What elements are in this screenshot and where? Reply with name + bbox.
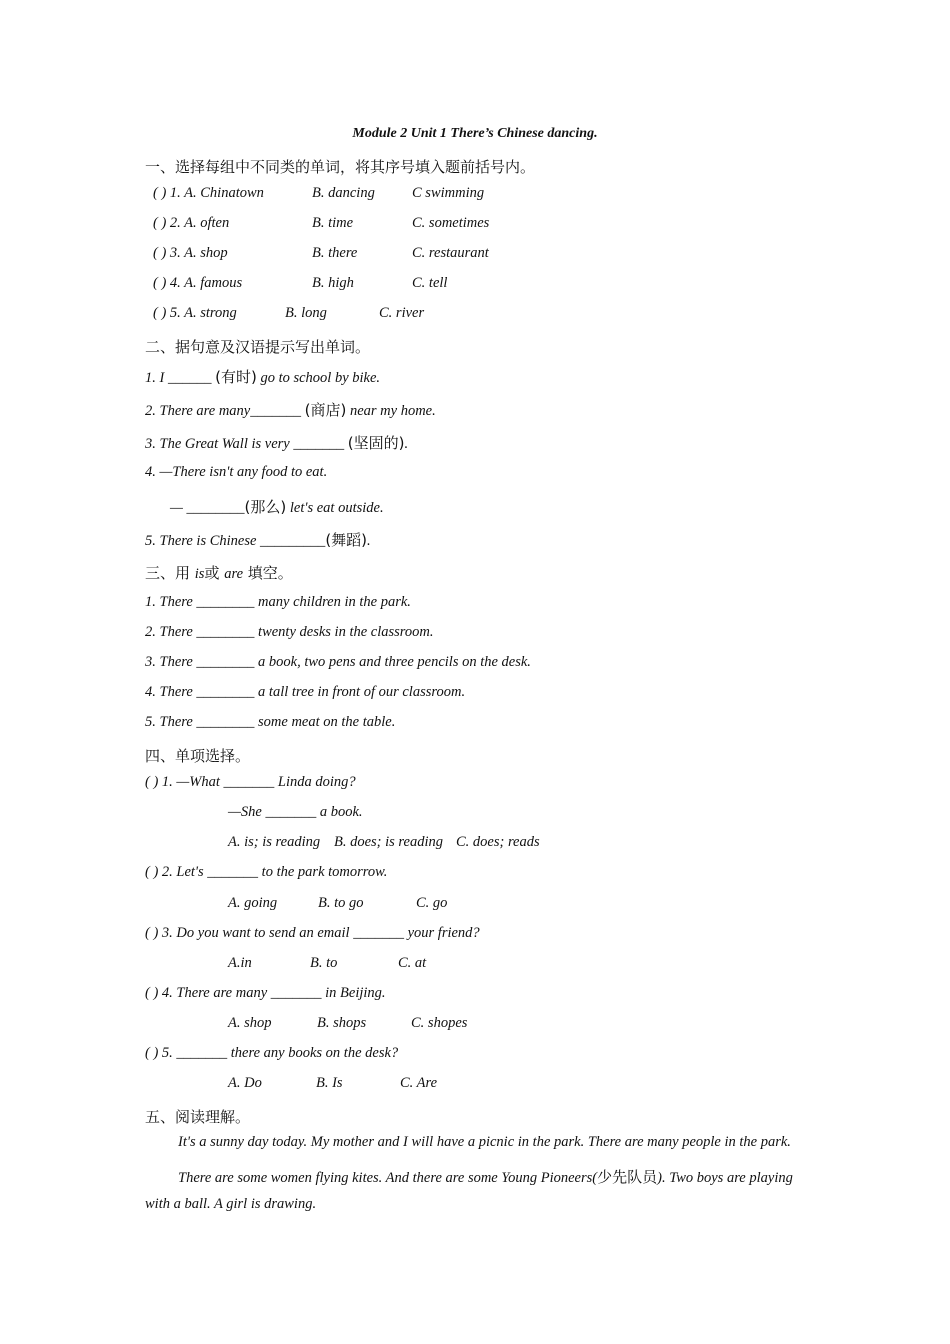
- reading-passage-line-3: with a ball. A girl is drawing.: [145, 1196, 317, 1212]
- section1-item-1-b: B. dancing: [312, 185, 375, 201]
- section4-q3-option-b: B. to: [310, 955, 338, 971]
- section2-item-4-answer: — ________(那么) let's eat outside.: [170, 498, 384, 516]
- section3-item-3: 3. There ________ a book, two pens and three pencils on the desk.: [145, 654, 531, 670]
- section3-item-4: 4. There ________ a tall tree in front of our classroom.: [145, 684, 466, 700]
- section4-question-4: ( ) 4. There are many _______ in Beijing.: [145, 985, 386, 1001]
- section1-heading: 一、选择每组中不同类的单词，将其序号填入题前括号内。: [145, 158, 536, 176]
- section4-q5-option-c: C. Are: [400, 1075, 438, 1091]
- section1-item-1-c: C swimming: [412, 185, 485, 201]
- section4-q1-option-b: B. does; is reading: [334, 834, 444, 850]
- reading-passage-line-1: It's a sunny day today. My mother and I will have a picnic in the park. There are many people in the park.: [178, 1134, 791, 1150]
- section4-q4-option-b: B. shops: [317, 1015, 367, 1031]
- section5-heading: 五、阅读理解。: [145, 1108, 251, 1126]
- section2-item-1: 1. I ______ (有时) go to school by bike.: [145, 368, 381, 386]
- section1-item-3-b: B. there: [312, 245, 358, 261]
- section4-question-1: ( ) 1. —What _______ Linda doing?: [145, 774, 356, 790]
- section1-item-4-c: C. tell: [412, 275, 448, 291]
- section3-item-1: 1. There ________ many children in the park.: [145, 594, 411, 610]
- section4-q4-option-c: C. shopes: [411, 1015, 468, 1031]
- section1-item-2-b: B. time: [312, 215, 354, 231]
- section1-item-2-a: ( ) 2. A. often: [153, 215, 230, 231]
- section1-item-3-c: C. restaurant: [412, 245, 489, 261]
- reading-passage-line-2: There are some women flying kites. And there are some Young Pioneers(少先队员). Two boys are playing: [178, 1168, 793, 1186]
- section3-item-5: 5. There ________ some meat on the table.: [145, 714, 396, 730]
- section1-item-4-b: B. high: [312, 275, 354, 291]
- section1-item-3-a: ( ) 3. A. shop: [153, 245, 228, 261]
- section4-q1-option-c: C. does; reads: [456, 834, 540, 850]
- section2-item-2: 2. There are many_______ (商店) near my home.: [145, 401, 436, 419]
- section1-item-5-c: C. river: [379, 305, 425, 321]
- section1-item-5-a: ( ) 5. A. strong: [153, 305, 237, 321]
- section4-q2-option-a: A. going: [228, 895, 278, 911]
- section4-question-5: ( ) 5. _______ there any books on the desk?: [145, 1045, 399, 1061]
- section4-q5-option-b: B. Is: [316, 1075, 343, 1091]
- section4-q4-option-a: A. shop: [228, 1015, 272, 1031]
- section2-item-4: 4. —There isn't any food to eat.: [145, 464, 328, 480]
- section1-item-2-c: C. sometimes: [412, 215, 490, 231]
- section4-q5-option-a: A. Do: [228, 1075, 262, 1091]
- section4-q1-option-a: A. is; is reading: [228, 834, 321, 850]
- section4-q3-option-a: A.in: [228, 955, 252, 971]
- section4-question-1-response: —She _______ a book.: [228, 804, 363, 820]
- section2-item-5: 5. There is Chinese _________(舞蹈).: [145, 531, 371, 549]
- section3-item-2: 2. There ________ twenty desks in the classroom.: [145, 624, 434, 640]
- page-title: Module 2 Unit 1 There’s Chinese dancing.: [352, 126, 598, 141]
- section1-item-1-a: ( ) 1. A. Chinatown: [153, 185, 264, 201]
- section4-q3-option-c: C. at: [398, 955, 427, 971]
- section4-q2-option-b: B. to go: [318, 895, 364, 911]
- section4-q2-option-c: C. go: [416, 895, 448, 911]
- section4-question-2: ( ) 2. Let's _______ to the park tomorrow.: [145, 864, 388, 880]
- section4-heading: 四、单项选择。: [145, 747, 251, 765]
- section3-heading: 三、用 is或 are 填空。: [145, 564, 293, 582]
- section4-question-3: ( ) 3. Do you want to send an email _______ your friend?: [145, 925, 480, 941]
- section1-item-5-b: B. long: [285, 305, 327, 321]
- section1-item-4-a: ( ) 4. A. famous: [153, 275, 243, 291]
- section2-heading: 二、据句意及汉语提示写出单词。: [145, 338, 371, 356]
- section2-item-3: 3. The Great Wall is very _______ (坚固的).: [145, 434, 409, 452]
